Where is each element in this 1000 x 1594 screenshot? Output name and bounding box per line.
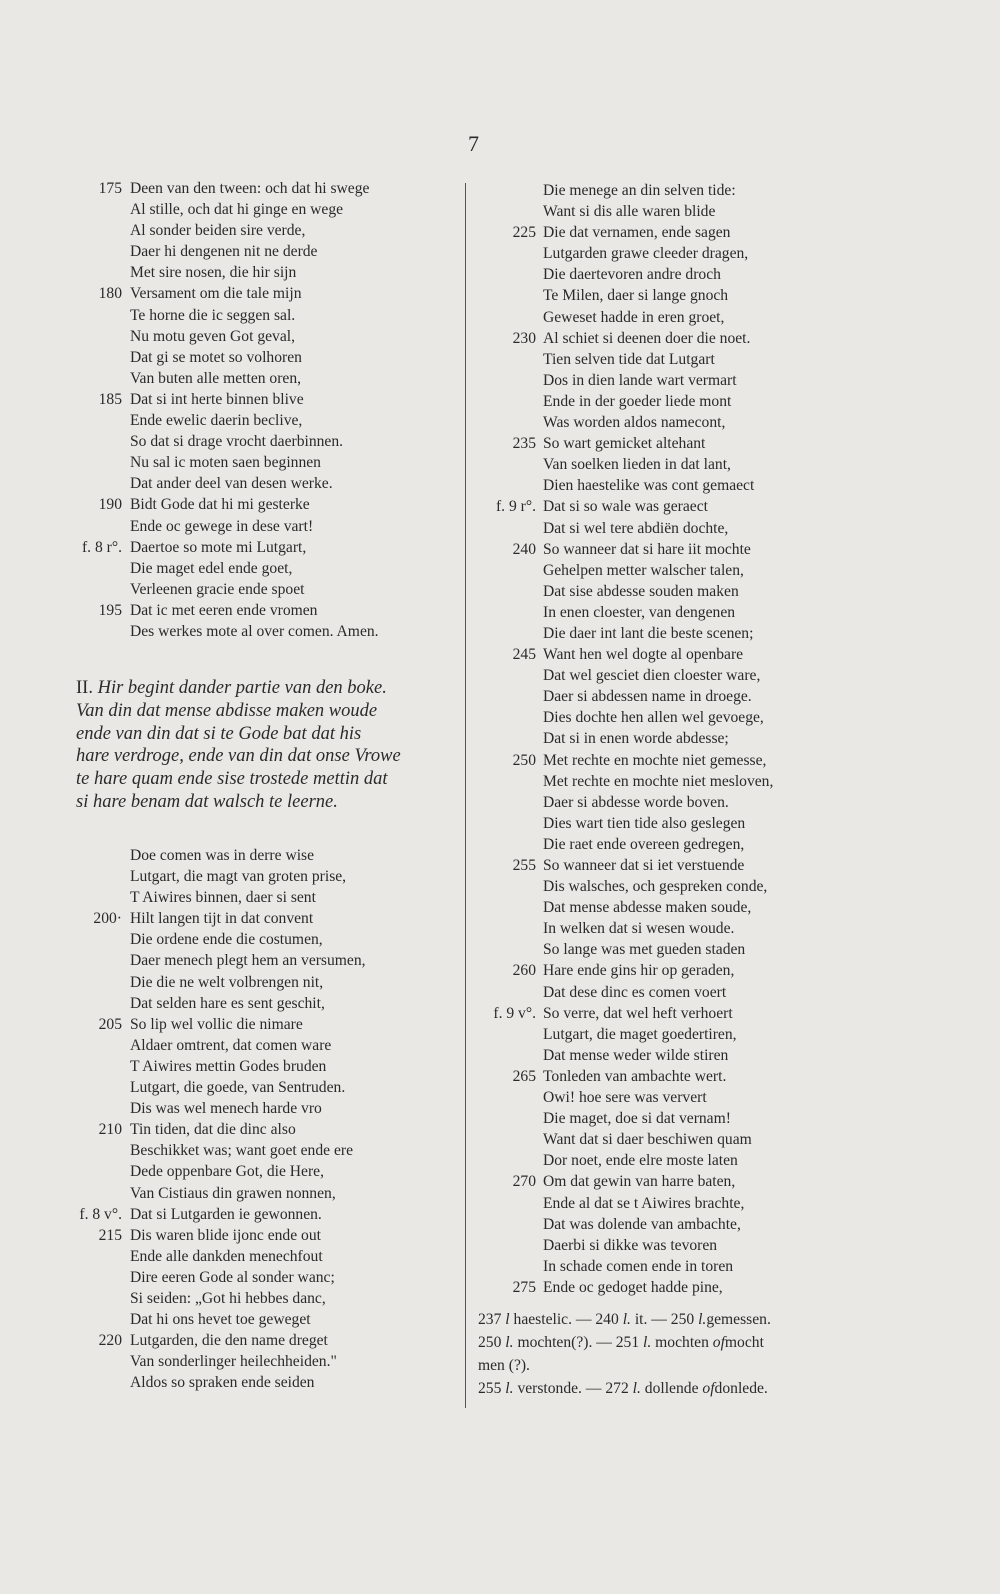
verse-line — [478, 602, 878, 623]
verse-line — [478, 939, 878, 960]
verse-line — [64, 866, 464, 887]
verse-text: So wanneer dat si hare iit mochte — [543, 540, 751, 558]
verse-line — [64, 1225, 464, 1246]
verse-text: Lutgarden grawe cleeder dragen, — [543, 245, 749, 263]
verse-text: Dat sise abdesse souden maken — [543, 582, 739, 600]
verse-line — [478, 792, 878, 813]
verse-text: Verleenen gracie ende spoet — [130, 580, 305, 598]
left-column-verses-1 — [64, 178, 464, 642]
verse-line — [64, 1119, 464, 1140]
verse-text: Nu motu geven Got geval, — [130, 327, 295, 345]
verse-text: Dire eeren Gode al sonder wanc; — [130, 1268, 335, 1286]
verse-line — [478, 264, 878, 285]
verse-line — [478, 560, 878, 581]
verse-line — [478, 834, 878, 855]
verse-line — [478, 1045, 878, 1066]
verse-text: Dat ic met eeren ende vromen — [130, 601, 318, 619]
verse-text: Geweset hadde in eren groet, — [543, 308, 725, 326]
verse-line — [64, 389, 464, 410]
verse-text: Daer si abdesse worde boven. — [543, 793, 729, 811]
verse-text: Met rechte en mochte niet gemesse, — [543, 751, 767, 769]
verse-line — [478, 1277, 878, 1298]
verse-line — [478, 1003, 878, 1024]
verse-line — [478, 370, 878, 391]
verse-line — [64, 929, 464, 950]
verse-text: Dat si int herte binnen blive — [130, 390, 304, 408]
verse-text: Tonleden van ambachte wert. — [543, 1067, 727, 1085]
verse-line — [64, 1098, 464, 1119]
verse-text: Dat gi se motet so volhoren — [130, 348, 302, 366]
verse-number: 270 — [512, 1173, 536, 1191]
verse-line — [64, 1161, 464, 1182]
verse-text: Dos in dien lande wart vermart — [543, 371, 737, 389]
verse-text: Die daer int lant die beste scenen; — [543, 624, 754, 642]
verse-line — [478, 222, 878, 243]
verse-line — [478, 328, 878, 349]
footnote-line-3: men (?). — [478, 1357, 530, 1374]
verse-number: f. 9 r°. — [495, 498, 536, 516]
verse-line — [478, 581, 878, 602]
footnote-line-2: 250 l. mochten(?). — 251 l. mochten ofmocht — [478, 1334, 764, 1351]
verse-line — [478, 496, 878, 517]
verse-number: f. 8 v°. — [79, 1205, 122, 1223]
verse-text: Die daertevoren andre droch — [543, 266, 721, 284]
verse-text: Dat si Lutgarden ie gewonnen. — [130, 1205, 322, 1223]
verse-line — [478, 686, 878, 707]
verse-line — [478, 960, 878, 981]
verse-text: Dat ander deel van desen werke. — [130, 475, 333, 493]
verse-text: Dat mense abdesse maken soude, — [543, 899, 752, 917]
verse-number: 240 — [512, 540, 536, 558]
verse-line — [478, 1066, 878, 1087]
verse-line — [478, 1108, 878, 1129]
verse-line — [478, 813, 878, 834]
verse-text: Want si dis alle waren blide — [543, 203, 716, 221]
footnote-line-4: 255 l. verstonde. — 272 l. dollende ofdonlede. — [478, 1380, 768, 1397]
verse-text: Daer hi dengenen nit ne derde — [130, 243, 318, 261]
verse-number: 175 — [98, 180, 122, 197]
verse-text: Hare ende gins hir op geraden, — [543, 962, 735, 980]
verse-text: Dat si wel tere abdiën dochte, — [543, 519, 729, 537]
verse-line — [478, 1235, 878, 1256]
verse-text: Was worden aldos namecont, — [543, 414, 726, 432]
verse-number: f. 8 r°. — [81, 538, 122, 556]
verse-line — [64, 537, 464, 558]
verse-text: Met rechte en mochte niet mesloven, — [543, 772, 774, 790]
verse-line — [478, 433, 878, 454]
verse-text: Lutgart, die maget goedertiren, — [543, 1025, 737, 1043]
verse-line — [478, 1087, 878, 1108]
verse-line — [478, 750, 878, 771]
verse-line — [478, 539, 878, 560]
verse-text: Doe comen was in derre wise — [130, 847, 315, 864]
verse-text: Si seiden: „Got hi hebbes danc, — [130, 1289, 326, 1307]
verse-line — [64, 431, 464, 452]
verse-text: Lutgart, die magt van groten prise, — [130, 868, 347, 886]
verse-number: 230 — [512, 329, 536, 347]
verse-text: In enen cloester, van dengenen — [543, 603, 736, 621]
verse-text: Te Milen, daer si lange gnoch — [543, 287, 729, 305]
verse-line — [478, 897, 878, 918]
verse-line — [64, 473, 464, 494]
page-number: 7 — [468, 131, 479, 156]
verse-text: Met sire nosen, die hir sijn — [130, 264, 297, 282]
verse-line — [64, 1288, 464, 1309]
verse-text: Dis walsches, och gespreken conde, — [543, 878, 768, 896]
verse-line — [478, 1171, 878, 1192]
heading-line-4: hare verdroge, ende van din dat onse Vrowe — [76, 746, 401, 767]
verse-text: Al stille, och dat hi ginge en wege — [130, 201, 344, 219]
verse-text: Dede oppenbare Got, die Here, — [130, 1163, 324, 1181]
verse-text: Lutgart, die goede, van Sentruden. — [130, 1079, 346, 1097]
verse-text: Versament om die tale mijn — [130, 285, 302, 303]
verse-text: Tin tiden, dat die dinc also — [130, 1121, 296, 1139]
verse-line — [478, 1150, 878, 1171]
verse-line — [64, 621, 464, 642]
verse-line — [64, 220, 464, 241]
verse-text: Bidt Gode dat hi mi gesterke — [130, 496, 310, 514]
verse-text: In welken dat si wesen woude. — [543, 920, 735, 938]
verse-text: Die menege an din selven tide: — [543, 182, 736, 199]
verse-line — [478, 412, 878, 433]
verse-line — [478, 982, 878, 1003]
heading-line-1 — [76, 677, 456, 700]
verse-text: Daerbi si dikke was tevoren — [543, 1236, 718, 1254]
verse-text: Van soelken lieden in dat lant, — [543, 456, 731, 474]
verse-line — [64, 305, 464, 326]
verse-line — [64, 283, 464, 304]
verse-text: Van buten alle metten oren, — [130, 369, 302, 387]
verse-line — [64, 950, 464, 971]
verse-line — [64, 326, 464, 347]
verse-line — [64, 558, 464, 579]
verse-line — [478, 918, 878, 939]
verse-line — [478, 644, 878, 665]
verse-line — [64, 1035, 464, 1056]
verse-number: 215 — [98, 1226, 122, 1244]
verse-number: 220 — [98, 1332, 122, 1350]
verse-text: Owi! hoe sere was ververt — [543, 1089, 707, 1107]
verse-text: Des werkes mote al over comen. Amen. — [130, 622, 379, 640]
verse-text: Dat selden hare es sent geschit, — [130, 994, 325, 1012]
verse-text: Dor noet, ende elre moste laten — [543, 1152, 738, 1170]
column-divider — [465, 183, 466, 1408]
verse-line — [64, 1309, 464, 1330]
verse-line — [478, 518, 878, 539]
verse-line — [64, 1351, 464, 1372]
verse-text: Ende ewelic daerin beclive, — [130, 412, 303, 430]
verse-text: Om dat gewin van harre baten, — [543, 1173, 736, 1191]
verse-number: 235 — [512, 435, 536, 453]
verse-text: Ende al dat se t Aiwires brachte, — [543, 1194, 745, 1212]
footnotes — [478, 1308, 878, 1400]
heading-line-6: si hare benam dat walsch te leerne. — [76, 791, 338, 812]
verse-text: Al sonder beiden sire verde, — [130, 222, 306, 240]
verse-line — [478, 1214, 878, 1235]
verse-number: 200· — [93, 910, 122, 928]
verse-text: Die dat vernamen, ende sagen — [543, 224, 731, 242]
verse-line — [478, 243, 878, 264]
verse-number: 195 — [98, 601, 122, 619]
verse-line — [64, 410, 464, 431]
verse-text: Die maget edel ende goet, — [130, 559, 293, 577]
verse-line — [64, 1246, 464, 1267]
verse-text: Ende oc gedoget hadde pine, — [543, 1278, 723, 1296]
verse-text: Te horne die ic seggen sal. — [130, 306, 296, 324]
verse-line — [64, 887, 464, 908]
verse-text: Aldos so spraken ende seiden — [130, 1374, 315, 1392]
heading-line-2: Van din dat mense abdisse maken woude — [76, 700, 378, 721]
verse-text: Ende oc gewege in dese vart! — [130, 517, 314, 535]
verse-line — [64, 368, 464, 389]
verse-line — [478, 707, 878, 728]
chapter-heading — [76, 677, 456, 814]
verse-text: Want dat si daer beschiwen quam — [543, 1131, 752, 1149]
verse-text: Lutgarden, die den name dreget — [130, 1332, 328, 1350]
verse-line — [64, 1330, 464, 1351]
verse-number: 210 — [98, 1121, 122, 1139]
verse-text: Die raet ende overeen gedregen, — [543, 835, 745, 853]
left-column-verses-2 — [64, 845, 464, 1393]
verse-text: Dien haestelike was cont gemaect — [543, 477, 755, 495]
verse-line — [478, 1193, 878, 1214]
verse-text: Nu sal ic moten saen beginnen — [130, 454, 321, 472]
verse-text: Dat mense weder wilde stiren — [543, 1046, 729, 1064]
verse-line — [64, 1056, 464, 1077]
verse-text: Want hen wel dogte al openbare — [543, 646, 744, 664]
verse-text: Die ordene ende die costumen, — [130, 931, 323, 949]
verse-line — [64, 1077, 464, 1098]
verse-line — [64, 908, 464, 929]
verse-text: So lip wel vollic die nimare — [130, 1015, 303, 1033]
verse-number: 255 — [512, 857, 536, 874]
verse-line — [64, 972, 464, 993]
verse-number: 190 — [98, 496, 122, 514]
verse-text: Tien selven tide dat Lutgart — [543, 350, 715, 368]
verse-line — [478, 855, 878, 876]
verse-line — [478, 285, 878, 306]
verse-line — [64, 178, 464, 199]
verse-number: 245 — [512, 646, 536, 664]
verse-text: Van Cistiaus din grawen nonnen, — [130, 1184, 336, 1202]
heading-line-3: ende van din dat si te Gode bat dat his — [76, 723, 362, 744]
verse-line — [64, 1267, 464, 1288]
verse-text: Deen van den tween: och dat hi swege — [130, 180, 370, 197]
verse-line — [478, 665, 878, 686]
verse-line — [478, 771, 878, 792]
verse-line — [64, 1372, 464, 1393]
verse-line — [478, 391, 878, 412]
verse-line — [64, 262, 464, 283]
verse-line — [64, 600, 464, 621]
verse-number: 180 — [98, 285, 122, 303]
verse-line — [64, 452, 464, 473]
verse-text: Daer menech plegt hem an versumen, — [130, 952, 366, 970]
verse-text: Ende in der goeder liede mont — [543, 392, 732, 410]
verse-line — [478, 454, 878, 475]
verse-line — [478, 349, 878, 370]
verse-number: 260 — [512, 962, 536, 980]
verse-line — [478, 307, 878, 328]
verse-text: Dat si so wale was geraect — [543, 498, 708, 516]
verse-number: f. 9 v°. — [493, 1004, 536, 1022]
verse-line — [64, 516, 464, 537]
verse-line — [64, 347, 464, 368]
verse-text: Daer si abdessen name in droege. — [543, 688, 752, 706]
verse-line — [478, 728, 878, 749]
verse-text: Dat si in enen worde abdesse; — [543, 730, 729, 748]
verse-line — [64, 579, 464, 600]
verse-text: Dat hi ons hevet toe geweget — [130, 1311, 311, 1329]
chapter-number: II. — [76, 678, 93, 698]
verse-text: Ende alle dankden menechfout — [130, 1247, 323, 1265]
verse-line — [478, 623, 878, 644]
verse-text: Dat dese dinc es comen voert — [543, 983, 727, 1001]
verse-number: 185 — [98, 390, 122, 408]
verse-text: T Aiwires mettin Godes bruden — [130, 1057, 327, 1075]
right-column-verses — [478, 180, 878, 1298]
verse-text: Die die ne welt volbrengen nit, — [130, 973, 324, 991]
verse-line — [478, 201, 878, 222]
verse-line — [64, 494, 464, 515]
verse-text: T Aiwires binnen, daer si sent — [130, 889, 316, 907]
verse-line — [64, 845, 464, 866]
verse-text: So lange was met gueden staden — [543, 941, 746, 959]
verse-text: Dies dochte hen allen wel gevoege, — [543, 709, 764, 727]
verse-line — [478, 876, 878, 897]
verse-text: Dies wart tien tide also geslegen — [543, 814, 746, 832]
verse-line — [478, 1256, 878, 1277]
verse-number: 250 — [512, 751, 536, 769]
verse-text: In schade comen ende in toren — [543, 1257, 734, 1275]
verse-number: 225 — [512, 224, 536, 242]
verse-text: So verre, dat wel heft verhoert — [543, 1004, 733, 1022]
verse-line — [64, 241, 464, 262]
verse-line — [64, 199, 464, 220]
footnote-line-1: 237 l haestelic. — 240 l. it. — 250 l.gemessen. — [478, 1311, 771, 1328]
verse-text: So wart gemicket altehant — [543, 435, 706, 453]
verse-text: Gehelpen metter walscher talen, — [543, 561, 744, 579]
heading-title: Hir begint dander partie van den boke. — [97, 678, 387, 698]
verse-text: Aldaer omtrent, dat comen ware — [130, 1036, 332, 1054]
verse-text: Dis was wel menech harde vro — [130, 1100, 322, 1118]
verse-number: 265 — [512, 1067, 536, 1085]
verse-line — [64, 1183, 464, 1204]
verse-text: Hilt langen tijt in dat convent — [130, 910, 314, 928]
verse-text: Beschikket was; want goet ende ere — [130, 1142, 353, 1160]
verse-text: So dat si drage vrocht daerbinnen. — [130, 433, 344, 451]
verse-line — [478, 180, 878, 201]
verse-number: 275 — [512, 1278, 536, 1296]
verse-line — [478, 475, 878, 496]
heading-line-5: te hare quam ende sise trostede mettin dat — [76, 769, 388, 790]
verse-text: Al schiet si deenen doer die noet. — [543, 329, 751, 347]
verse-line — [64, 1140, 464, 1161]
verse-text: Dis waren blide ijonc ende out — [130, 1226, 321, 1244]
verse-line — [478, 1024, 878, 1045]
verse-line — [64, 1014, 464, 1035]
verse-text: Daertoe so mote mi Lutgart, — [130, 538, 307, 556]
verse-number: 205 — [98, 1015, 122, 1033]
verse-text: Die maget, doe si dat vernam! — [543, 1110, 731, 1128]
verse-text: Dat was dolende van ambachte, — [543, 1215, 741, 1233]
verse-line — [64, 1204, 464, 1225]
verse-line — [64, 993, 464, 1014]
verse-line — [478, 1129, 878, 1150]
verse-text: So wanneer dat si iet verstuende — [543, 857, 745, 874]
verse-text: Van sonderlinger heilechheiden." — [130, 1353, 337, 1371]
verse-text: Dat wel gesciet dien cloester ware, — [543, 667, 761, 685]
